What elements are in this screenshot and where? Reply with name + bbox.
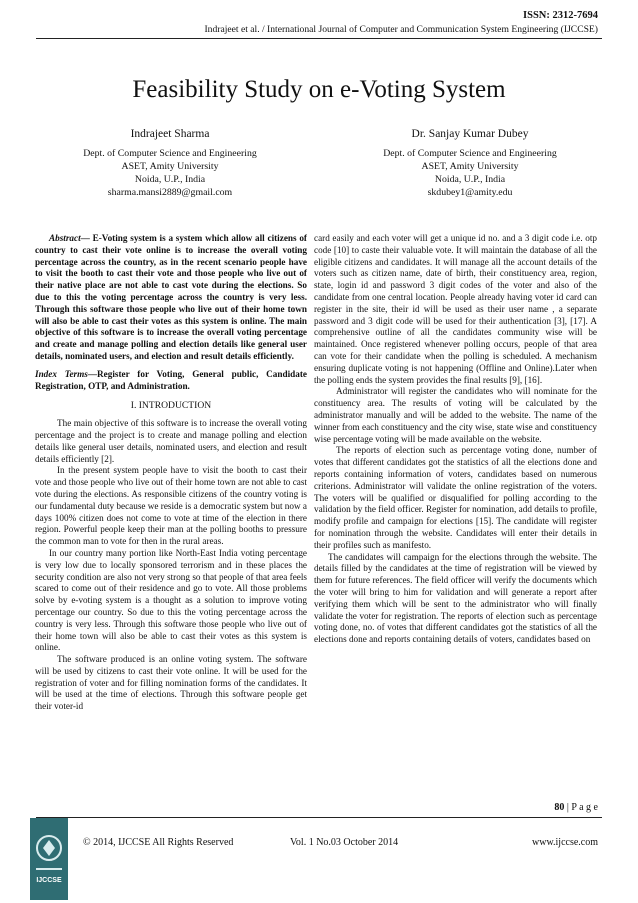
header-rule — [36, 38, 602, 39]
author-block-1 — [45, 128, 295, 199]
paragraph: The reports of election such as percentage voting done, number of votes that different candidates got the statistics of all the elections done and reports containing information of voters, candidates based on numerous criterions. Administrator will validate the online registration of the voters. The voters will be qualified or disqualified for polling according to the validation by the field officer. Register for nomination, add details to profile, modify profile and campaign for elections [15]. The candidate will register for nomination through the website. Candidates will enter their details in their profiles such as manifesto. — [314, 445, 597, 550]
author-email: skdubey1@amity.edu — [427, 187, 513, 198]
issn-label: ISSN: 2312-7694 — [523, 10, 598, 21]
paragraph: In the present system people have to visit the booth to cast their vote and those people who live out of their home town are not able to cast vote during the elections. As responsible citizens of the country voting is our fundamental duty because we reside is a democratic system but now a days 100% citizen does not come to vote at time of the election in there region. Powerful people keep their man at the polling booths to pressure the common man to vote for then in the rural areas. — [35, 465, 307, 547]
index-terms-label: Index Terms — [35, 368, 88, 379]
author-org: ASET, Amity University — [421, 161, 519, 172]
right-column — [314, 233, 597, 646]
journal-header: Indrajeet et al. / International Journal of Computer and Communication System Engineering (IJCCSE) — [204, 24, 598, 35]
section-heading: I. INTRODUCTION — [130, 400, 212, 412]
abstract — [35, 233, 307, 363]
footer-rule — [36, 817, 602, 818]
author-name: Dr. Sanjay Kumar Dubey — [411, 128, 529, 140]
author-dept: Dept. of Computer Science and Engineering — [83, 148, 257, 159]
page-label: | P a g e — [564, 802, 598, 813]
journal-website[interactable]: www.ijccse.com — [532, 837, 598, 848]
left-column — [35, 233, 307, 713]
paragraph: The software produced is an online voting system. The software will be used by citizens to cast their vote online. It will be used for the registration of voter and for filling nomination forms of the candidates. It will be used at the time of elections. Through this software people get their voter-id — [35, 654, 307, 712]
author-name: Indrajeet Sharma — [130, 128, 210, 140]
index-terms-text: —Register for Voting, General public, Candidate Registration, OTP, and Administration. — [35, 368, 308, 391]
index-terms — [35, 369, 307, 393]
author-location: Noida, U.P., India — [134, 174, 206, 185]
svg-text:IJCCSE: IJCCSE — [36, 877, 62, 884]
author-email: sharma.mansi2889@gmail.com — [107, 187, 233, 198]
journal-logo-icon — [30, 818, 68, 900]
abstract-label: Abstract — [49, 233, 81, 243]
paper-title: Feasibility Study on e-Voting System — [132, 76, 506, 103]
author-org: ASET, Amity University — [121, 161, 219, 172]
author-block-2 — [345, 128, 595, 199]
page-number — [554, 802, 598, 813]
volume-info: Vol. 1 No.03 October 2014 — [290, 837, 399, 848]
copyright: © 2014, IJCCSE All Rights Reserved — [83, 837, 234, 848]
paragraph: In our country many portion like North-East India voting percentage is very low due to locally sponsored terrorism and in these places the security condition are also not very strong so that people of that area feels scared to come out of their residence and go to vote. All those problems solve by e-voting system is a thought as a solution to improve voting percentage our country. So due to this the voting percentage across the country is very less. Through this software those people who live out of their home town will also be able to cast their votes as this system is online. — [35, 547, 307, 653]
paragraph: The main objective of this software is to increase the overall voting percentage and the project is to create and manage polling and election details like general user details, nominated users, and election and result details efficiently [2]. — [35, 418, 307, 464]
author-location: Noida, U.P., India — [434, 174, 506, 185]
paragraph: Administrator will register the candidates who will nominate for the constituency area. The results of voting will be calculated by the administrator manually and will be added to the website. The name of the winner from each constituency and the city wise, state wise and constituency wise percentage voting will be made available on the website. — [314, 386, 597, 444]
journal-logo — [30, 818, 68, 900]
paragraph: The candidates will campaign for the elections through the website. The details filled by the candidates at the time of registration will be viewed by them for future references. The field officer will verify the documents which the voter will bring to him for validation and will generate a report after verifying them which will be sent to the administrator who will finally validate the voter for registration. The reports of election such as percentage voting done, no. of votes that different candidates got the statistics of all the elections done and reports containing details of voters, candidates based on — [314, 551, 597, 645]
author-dept: Dept. of Computer Science and Engineering — [383, 148, 557, 159]
paragraph: card easily and each voter will get a unique id no. and a 3 digit code i.e. otp code [10] to caste their valuable vote. It will maintain the database of all the eligible citizens and candidates. It will manage all the account details of the voters such as citizen name, date of birth, their constituency area, region, state, login id and password 3 digit codes of the voter and also of the candidate from one central location. People already having voter id card can register in the site, their id will be used as their user name , a separate password and 3 digit code will be used for their authentication [3], [17]. A comprehensive outline of all the candidates community wise will be maintained. Once registered whenever polling occurs, people of that area can vote for their candidate when the polling is scheduled. A mechanism ensuring duplicate voting is not happening (Offline and Online).Later when the polling ends the system provides the final results [9], [16]. — [314, 233, 597, 385]
abstract-text: — E-Voting system is a system which allow all citizens of country to cast their vote online is to increase the overall voting percentage across the country, as in the recent scenario people have to visit the booth to cast their vote and those people who live out of their native place are not able to cast vote during the elections. So due to this the voting percentage across the country is very less. Through this software those people who live out of their home town will also be able to cast their votes as this system is online. The main objective of this software is to increase the overall voting percentage and create and manage polling and election details like general user details, nominated users, and election and result details efficiently. — [35, 233, 307, 361]
page-number-value: 80 — [554, 802, 565, 813]
